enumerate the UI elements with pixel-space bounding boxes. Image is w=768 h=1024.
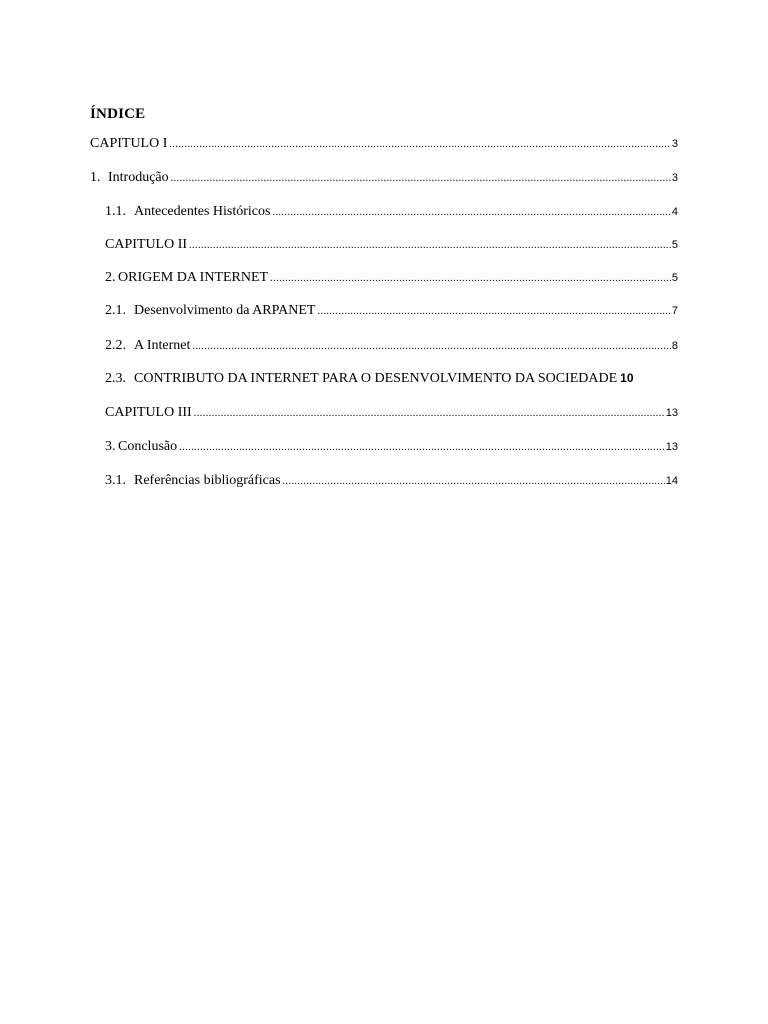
toc-entry-label: CAPITULO I bbox=[90, 136, 168, 151]
toc-entry-label: ORIGEM DA INTERNET bbox=[118, 270, 269, 285]
toc-entry-label: Referências bibliográficas bbox=[134, 473, 281, 488]
toc-leader-dots bbox=[189, 240, 671, 251]
toc-page-number: 5 bbox=[671, 239, 678, 251]
toc-page-number: 14 bbox=[665, 475, 678, 487]
toc-page-number: 7 bbox=[671, 305, 678, 317]
toc-entry-number: 2.2. bbox=[105, 338, 126, 353]
toc-page-number: 13 bbox=[665, 407, 678, 419]
toc-page-number: 5 bbox=[671, 272, 678, 284]
toc-title: ÍNDICE bbox=[90, 106, 146, 122]
toc-entry-label: CONTRIBUTO DA INTERNET PARA O DESENVOLVIMENTO DA SOCIEDADE bbox=[134, 371, 618, 386]
toc-leader-dots bbox=[317, 306, 670, 317]
toc-entry-a-internet[interactable] bbox=[105, 338, 678, 358]
toc-leader-dots bbox=[171, 173, 671, 184]
toc-entry-number: 1. bbox=[90, 170, 101, 185]
toc-entry-number: 2.1. bbox=[105, 303, 126, 318]
toc-entry-number: 2. bbox=[105, 270, 116, 285]
toc-entry-capitulo-1[interactable] bbox=[90, 136, 678, 156]
toc-entry-label: Conclusão bbox=[118, 439, 178, 454]
toc-entry-label: Antecedentes Históricos bbox=[134, 204, 271, 219]
toc-leader-dots bbox=[179, 442, 665, 453]
toc-leader-dots bbox=[192, 341, 671, 352]
toc-entry-conclusao[interactable] bbox=[105, 439, 678, 459]
toc-leader-dots bbox=[194, 408, 665, 419]
toc-leader-dots bbox=[272, 207, 670, 218]
toc-page-number: 8 bbox=[671, 340, 678, 352]
toc-page-number: 4 bbox=[671, 206, 678, 218]
toc-entry-number: 1.1. bbox=[105, 204, 126, 219]
toc-entry-label: A Internet bbox=[134, 338, 191, 353]
toc-page-number: 3 bbox=[671, 138, 678, 150]
toc-entry-number: 3.1. bbox=[105, 473, 126, 488]
toc-leader-dots bbox=[283, 476, 665, 487]
toc-entry-origem-da-internet[interactable] bbox=[105, 270, 678, 290]
toc-entry-introducao[interactable] bbox=[90, 170, 678, 190]
toc-entry-antecedentes-historicos[interactable] bbox=[105, 204, 678, 224]
toc-leader-dots bbox=[169, 139, 670, 150]
toc-entry-capitulo-2[interactable] bbox=[105, 237, 678, 257]
toc-entry-desenvolvimento-arpanet[interactable] bbox=[105, 303, 678, 323]
toc-page-number: 13 bbox=[665, 441, 678, 453]
toc-entry-number: 3. bbox=[105, 439, 116, 454]
toc-entry-label: CAPITULO II bbox=[105, 237, 188, 252]
toc-entry-label: Desenvolvimento da ARPANET bbox=[134, 303, 316, 318]
toc-entry-number: 2.3. bbox=[105, 371, 126, 386]
toc-entry-capitulo-3[interactable] bbox=[105, 405, 678, 425]
toc-entry-contributo-da-internet[interactable] bbox=[105, 371, 678, 391]
toc-page-number: 3 bbox=[671, 172, 678, 184]
toc-leader-dots bbox=[270, 273, 671, 284]
toc-page-number: 10 bbox=[620, 371, 634, 385]
toc-entry-label: CAPITULO III bbox=[105, 405, 192, 420]
toc-entry-label: Introdução bbox=[108, 170, 169, 185]
toc-entry-referencias-bibliograficas[interactable] bbox=[105, 473, 678, 493]
